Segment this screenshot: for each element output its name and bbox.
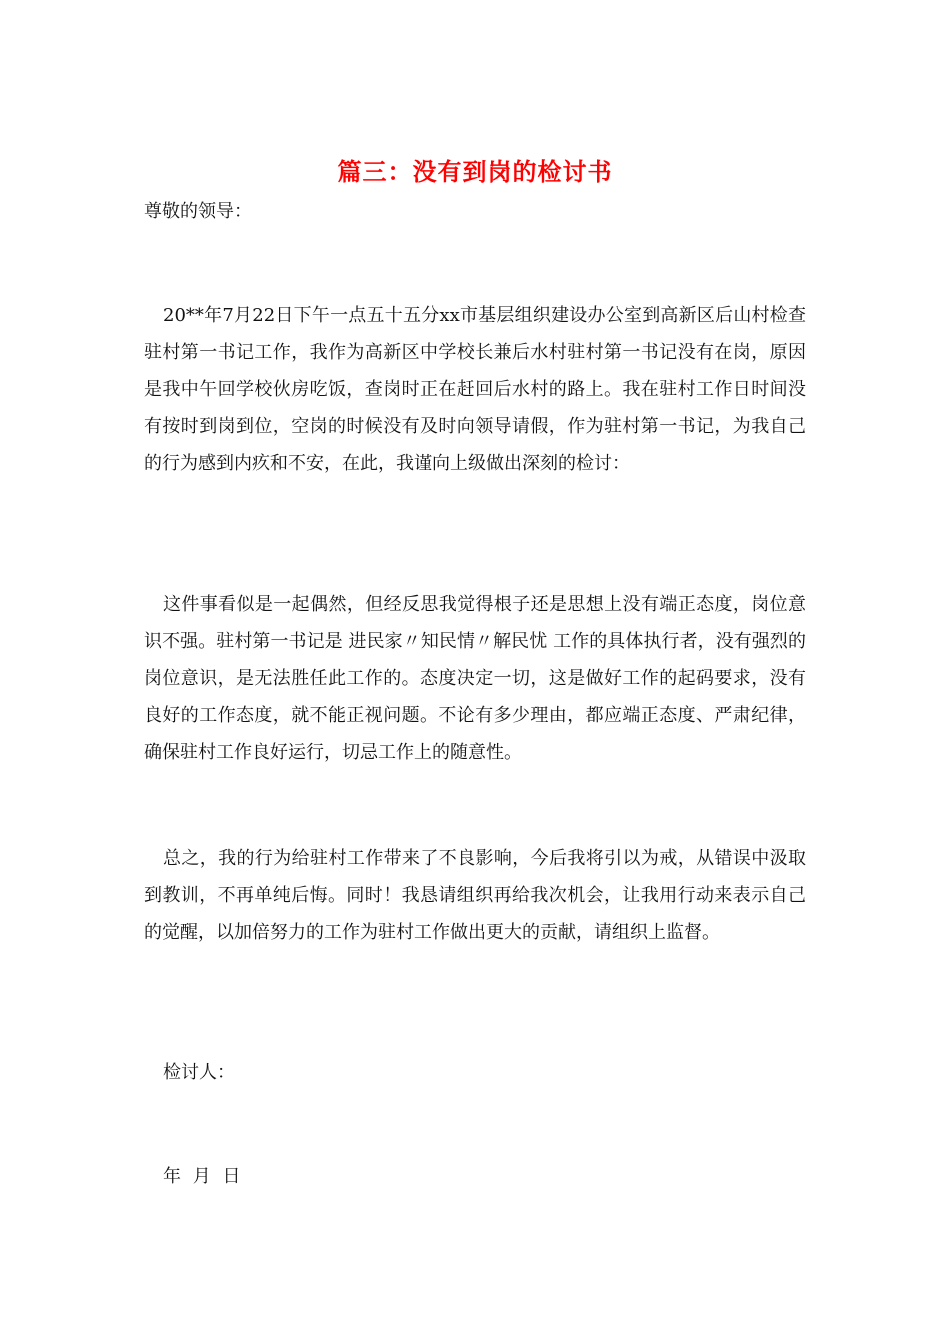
document-title: 篇三：没有到岗的检讨书	[337, 157, 613, 186]
paragraph-conclusion: 总之，我的行为给驻村工作带来了不良影响，今后我将引以为戒，从错误中汲取到教训，不再单纯后悔。同时！我恳请组织再给我次机会，让我用行动来表示自己的觉醒，以加倍努力的工作为驻村工作做出更大的贡献，请组织上监督。	[144, 848, 806, 943]
paragraph-incident: 20**年7月22日下午一点五十五分xx市基层组织建设办公室到高新区后山村检查驻村第一书记工作，我作为高新区中学校长兼后水村驻村第一书记没有在岗，原因是我中午回学校伙房吃饭，查岗时正在赶回后水村的路上。我在驻村工作日时间没有按时到岗到位，空岗的时候没有及时向领导请假，作为驻村第一书记，为我自己的行为感到内疚和不安，在此，我谨向上级做出深刻的检讨：	[144, 305, 806, 474]
date-line: 年 月 日	[163, 1166, 241, 1187]
paragraph-reflection: 这件事看似是一起偶然，但经反思我觉得根子还是思想上没有端正态度，岗位意识不强。驻村第一书记是 进民家〃知民情〃解民忧 工作的具体执行者，没有强烈的岗位意识，是无法胜任此工作的。态度决定一切，这是做好工作的起码要求，没有良好的工作态度，就不能正视问题。不论有多少理由，都应端正态度、严肃纪律，确保驻村工作良好运行，切忌工作上的随意性。	[144, 594, 806, 763]
signer-label: 检讨人：	[163, 1062, 235, 1083]
salutation: 尊敬的领导：	[144, 201, 252, 222]
